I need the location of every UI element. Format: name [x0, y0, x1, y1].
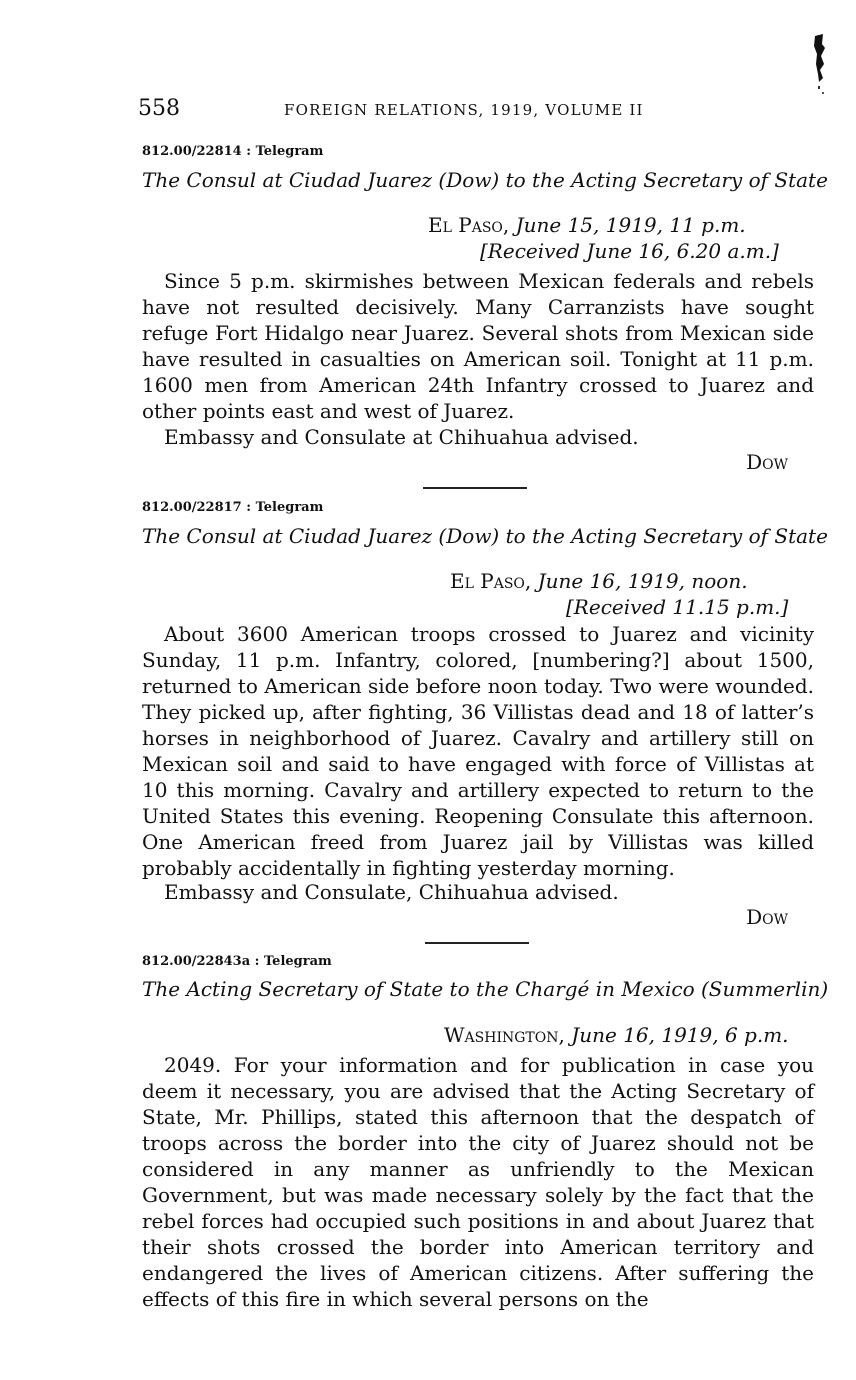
- signature: Dow: [746, 450, 788, 474]
- telegram-body: About 3600 American troops crossed to Juarez and vicinity Sunday, 11 p.m. Infantry, colored, [numbering?] about 1500, returned to American side before noon today. Two were wounded. They picked up, after fighting, 36 Villistas dead and 18 of latter’s horses in neighborhood of Juarez. Cavalry and artillery still on Mexican soil and said to have engaged with force of Villistas at 10 this morning. Cavalry and artillery expected to return to the United States this evening. Reopening Consulate this afternoon. One American freed from Juarez jail by Villistas was killed probably accidentally in fighting yesterday morning.: [142, 622, 814, 880]
- dateline: [428, 213, 746, 237]
- page-edge-mark: [812, 34, 828, 102]
- dateline-date: June 16, 1919, noon.: [537, 569, 748, 593]
- entry-title: The Consul at Ciudad Juarez (Dow) to the Acting Secretary of State: [142, 524, 828, 548]
- dateline-place: El Paso,: [428, 213, 510, 237]
- running-head: FOREIGN RELATIONS, 1919, VOLUME II: [284, 101, 644, 119]
- section-divider: [425, 942, 529, 944]
- dateline-date: June 15, 1919, 11 p.m.: [515, 213, 746, 237]
- dateline-place: El Paso,: [450, 569, 532, 593]
- entry-title: The Consul at Ciudad Juarez (Dow) to the Acting Secretary of State: [142, 168, 828, 192]
- telegram-closing: Embassy and Consulate at Chihuahua advised.: [164, 425, 639, 449]
- received-note: [Received June 16, 6.20 a.m.]: [480, 239, 779, 263]
- page-number: 558: [138, 96, 180, 121]
- page-header: [138, 96, 810, 126]
- entry-title: The Acting Secretary of State to the Chargé in Mexico (Summerlin): [142, 977, 829, 1001]
- telegram-body: 2049. For your information and for publication in case you deem it necessary, you are advised that the Acting Secretary of State, Mr. Phillips, stated this afternoon that the despatch of troops across the border into the city of Juarez should not be considered in any manner as unfriendly to the Mexican Government, but was made necessary solely by the fact that the rebel forces had occupied such positions in and about Juarez that their shots crossed the border into American territory and endangered the lives of American citizens. After suffering the effects of this fire in which several persons on the: [142, 1053, 814, 1311]
- doc-id: 812.00/22817 : Telegram: [142, 500, 324, 515]
- signature: Dow: [746, 905, 788, 929]
- doc-id: 812.00/22814 : Telegram: [142, 144, 324, 159]
- telegram-closing: Embassy and Consulate, Chihuahua advised.: [164, 880, 619, 904]
- dateline-date: June 16, 1919, 6 p.m.: [571, 1023, 789, 1047]
- dateline: [444, 1023, 789, 1047]
- doc-id: 812.00/22843a : Telegram: [142, 954, 332, 969]
- section-divider: [423, 487, 527, 489]
- dateline-place: Washington,: [444, 1023, 565, 1047]
- telegram-body: Since 5 p.m. skirmishes between Mexican federals and rebels have not resulted decisively. Many Carranzists have sought refuge Fort Hidalgo near Juarez. Several shots from Mexican side have resulted in casualties on American soil. Tonight at 11 p.m. 1600 men from American 24th Infantry crossed to Juarez and other points east and west of Juarez.: [142, 269, 814, 423]
- dateline: [450, 569, 748, 593]
- received-note: [Received 11.15 p.m.]: [566, 595, 789, 619]
